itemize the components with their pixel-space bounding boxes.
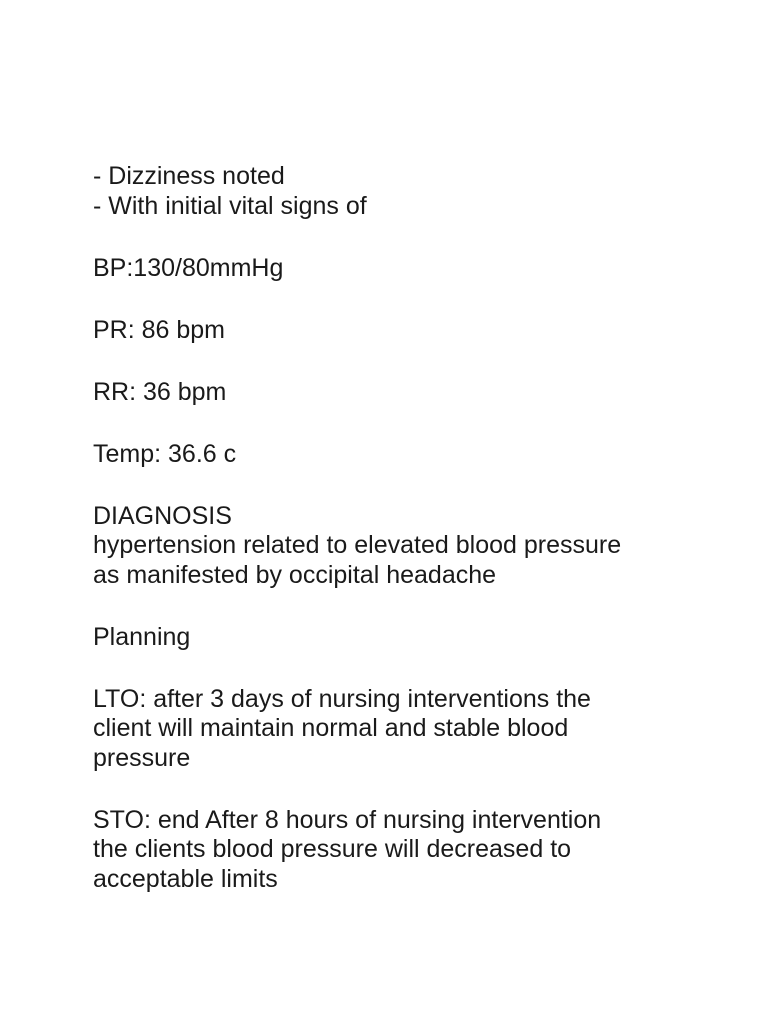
- lto-line: pressure: [93, 743, 191, 772]
- spacer: [93, 590, 693, 623]
- spacer: [93, 469, 693, 502]
- sto-line: the clients blood pressure will decreased to: [93, 835, 572, 863]
- diagnosis-heading: DIAGNOSIS: [93, 501, 232, 530]
- sto-line: acceptable limits: [93, 864, 278, 893]
- vital-rr: RR: 36 bpm: [93, 377, 227, 406]
- planning-heading: Planning: [93, 622, 191, 651]
- nursing-care-plan-text: [93, 162, 693, 894]
- sto-line: STO: end After 8 hours of nursing intervention: [93, 805, 602, 834]
- spacer: [93, 652, 693, 685]
- diagnosis-line: hypertension related to elevated blood pressure: [93, 531, 622, 559]
- lto-line: client will maintain normal and stable blood: [93, 714, 569, 742]
- note-dizziness: - Dizziness noted: [93, 162, 285, 190]
- diagnosis-line: as manifested by occipital headache: [93, 560, 497, 589]
- spacer: [93, 221, 693, 254]
- vital-bp: BP:130/80mmHg: [93, 253, 284, 282]
- lto-line: LTO: after 3 days of nursing interventions the: [93, 684, 591, 713]
- spacer: [93, 407, 693, 440]
- vital-pr: PR: 86 bpm: [93, 315, 226, 344]
- vital-temp: Temp: 36.6 c: [93, 439, 237, 468]
- spacer: [93, 773, 693, 806]
- spacer: [93, 283, 693, 316]
- note-initial-vitals: - With initial vital signs of: [93, 191, 367, 220]
- spacer: [93, 345, 693, 378]
